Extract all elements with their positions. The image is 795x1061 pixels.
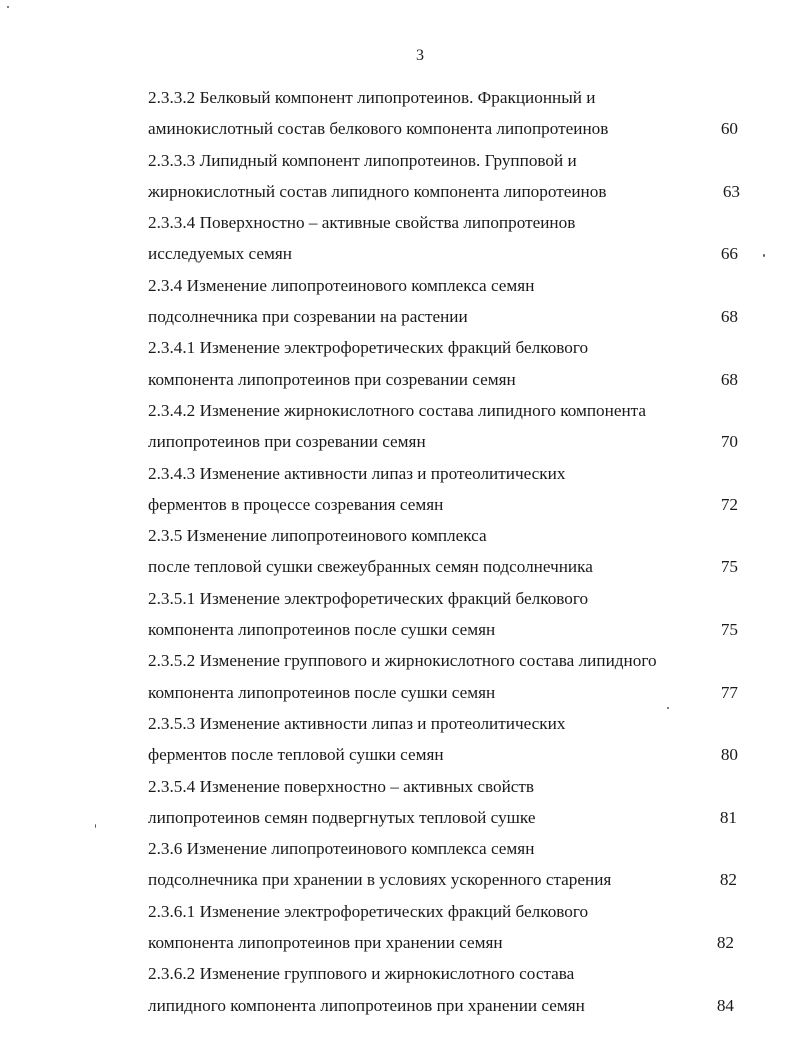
toc-entry-continuation-line xyxy=(148,426,738,457)
toc-entry-continuation-line xyxy=(148,802,738,833)
toc-entry-page-number: 66 xyxy=(720,244,738,264)
toc-entry xyxy=(148,645,738,708)
toc-entry-continuation-line xyxy=(148,739,738,770)
toc-entry xyxy=(148,332,738,395)
toc-entry-text: липопротеинов при созревании семян xyxy=(148,432,426,452)
toc-entry-title-line: 2.3.5.2 Изменение группового и жирнокислотного состава липидного xyxy=(148,651,657,671)
page-number: 3 xyxy=(416,47,424,64)
toc-entry-page-number: 80 xyxy=(720,745,738,765)
toc-entry-continuation-line xyxy=(148,238,738,269)
toc-entry-text: липопротеинов семян подвергнутых тепловой сушке xyxy=(148,807,536,827)
toc-entry xyxy=(148,708,738,771)
toc-entry-title-line: 2.3.3.2 Белковый компонент липопротеинов. Фракционный и xyxy=(148,88,596,107)
toc-entry-text: исследуемых семян xyxy=(148,244,292,264)
scan-speck xyxy=(763,254,765,257)
toc-entry-text: компонента липопротеинов после сушки семян xyxy=(148,620,496,640)
toc-entry xyxy=(148,958,738,1021)
toc-entry-text: ферментов в процессе созревания семян xyxy=(148,494,444,514)
toc-entry-page-number: 81 xyxy=(719,807,737,827)
toc-entry-title-line: 2.3.5.3 Изменение активности липаз и протеолитических xyxy=(148,713,566,733)
toc-entry-continuation-line xyxy=(148,301,738,332)
toc-entry-page-number: 84 xyxy=(716,995,734,1015)
toc-entry-continuation-line xyxy=(148,364,738,395)
toc-entry-page-number: 72 xyxy=(720,494,738,514)
toc-entry-continuation-line xyxy=(148,113,738,144)
toc-entry-text: липидного компонента липопротеинов при хранении семян xyxy=(148,995,585,1015)
toc-entry-title-line: 2.3.4 Изменение липопротеинового комплекса семян xyxy=(148,275,535,295)
toc-entry-page-number: 63 xyxy=(722,181,740,201)
toc-entry-title-line: 2.3.6.1 Изменение электрофоретических фракций белкового xyxy=(148,901,589,921)
scan-speck xyxy=(95,824,96,828)
toc-entry-title-line: 2.3.5 Изменение липопротеинового комплекса xyxy=(148,526,487,546)
toc-entry-continuation-line xyxy=(148,927,738,958)
toc-entry xyxy=(148,896,738,959)
toc-entry xyxy=(148,458,738,521)
toc-entry-page-number: 82 xyxy=(719,870,737,890)
toc-entry-text: подсолнечника при созревании на растении xyxy=(148,307,468,327)
toc-entry-continuation-line xyxy=(148,176,738,207)
toc-entry xyxy=(148,583,738,646)
toc-entry-text: аминокислотный состав белкового компонента липопротеинов xyxy=(148,119,609,139)
toc-entry-page-number: 70 xyxy=(720,432,738,452)
toc-entry-page-number: 77 xyxy=(720,682,738,702)
toc-entry-continuation-line xyxy=(148,990,738,1021)
toc-entry-text: после тепловой сушки свежеубранных семян подсолнечника xyxy=(148,557,593,577)
toc-entry-page-number: 68 xyxy=(720,369,738,389)
toc-entry-text: компонента липопротеинов после сушки семян xyxy=(148,682,496,702)
toc-entry-text: компонента липопротеинов при созревании семян xyxy=(148,369,516,389)
toc-entry-continuation-line xyxy=(148,677,738,708)
toc-entry-page-number: 68 xyxy=(720,307,738,327)
toc-entry xyxy=(148,145,738,208)
toc-entry xyxy=(148,520,738,583)
toc-entry-page-number: 75 xyxy=(720,620,738,640)
toc-entry-continuation-line xyxy=(148,551,738,582)
toc-entry-continuation-line xyxy=(148,489,738,520)
toc-entry-title-line: 2.3.4.3 Изменение активности липаз и протеолитических xyxy=(148,463,566,483)
toc-entry xyxy=(148,771,738,834)
toc-entry-text: компонента липопротеинов при хранении семян xyxy=(148,933,503,953)
toc-entry xyxy=(148,270,738,333)
toc-entry-title-line: 2.3.5.4 Изменение поверхностно – активных свойств xyxy=(148,776,535,796)
toc-entry xyxy=(148,207,738,270)
toc-entry-title-line: 2.3.3.4 Поверхностно – активные свойства липопротеинов xyxy=(148,213,576,233)
toc-entry xyxy=(148,395,738,458)
toc-entry-title-line: 2.3.5.1 Изменение электрофоретических фракций белкового xyxy=(148,588,589,608)
toc-entry-continuation-line xyxy=(148,864,738,895)
toc-entry-page-number: 60 xyxy=(720,119,738,139)
table-of-contents xyxy=(148,82,738,1021)
scan-speck xyxy=(667,707,669,709)
toc-entry-text: ферментов после тепловой сушки семян xyxy=(148,745,444,765)
toc-entry-title-line: 2.3.4.1 Изменение электрофоретических фракций белкового xyxy=(148,338,589,358)
toc-entry-title-line: 2.3.3.3 Липидный компонент липопротеинов. Групповой и xyxy=(148,150,577,170)
toc-entry xyxy=(148,833,738,896)
toc-entry-title-line: 2.3.6 Изменение липопротеинового комплекса семян xyxy=(148,839,535,859)
toc-entry-text: жирнокислотный состав липидного компонента липоротеинов xyxy=(148,181,607,201)
scan-speck xyxy=(7,6,9,8)
toc-entry-title-line: 2.3.4.2 Изменение жирнокислотного состава липидного компонента xyxy=(148,400,647,420)
toc-entry-page-number: 75 xyxy=(720,557,738,577)
toc-entry-continuation-line xyxy=(148,614,738,645)
toc-entry-text: подсолнечника при хранении в условиях ускоренного старения xyxy=(148,870,612,890)
toc-entry-title-line: 2.3.6.2 Изменение группового и жирнокислотного состава xyxy=(148,964,575,984)
toc-entry xyxy=(148,82,738,145)
toc-entry-page-number: 82 xyxy=(716,933,734,953)
